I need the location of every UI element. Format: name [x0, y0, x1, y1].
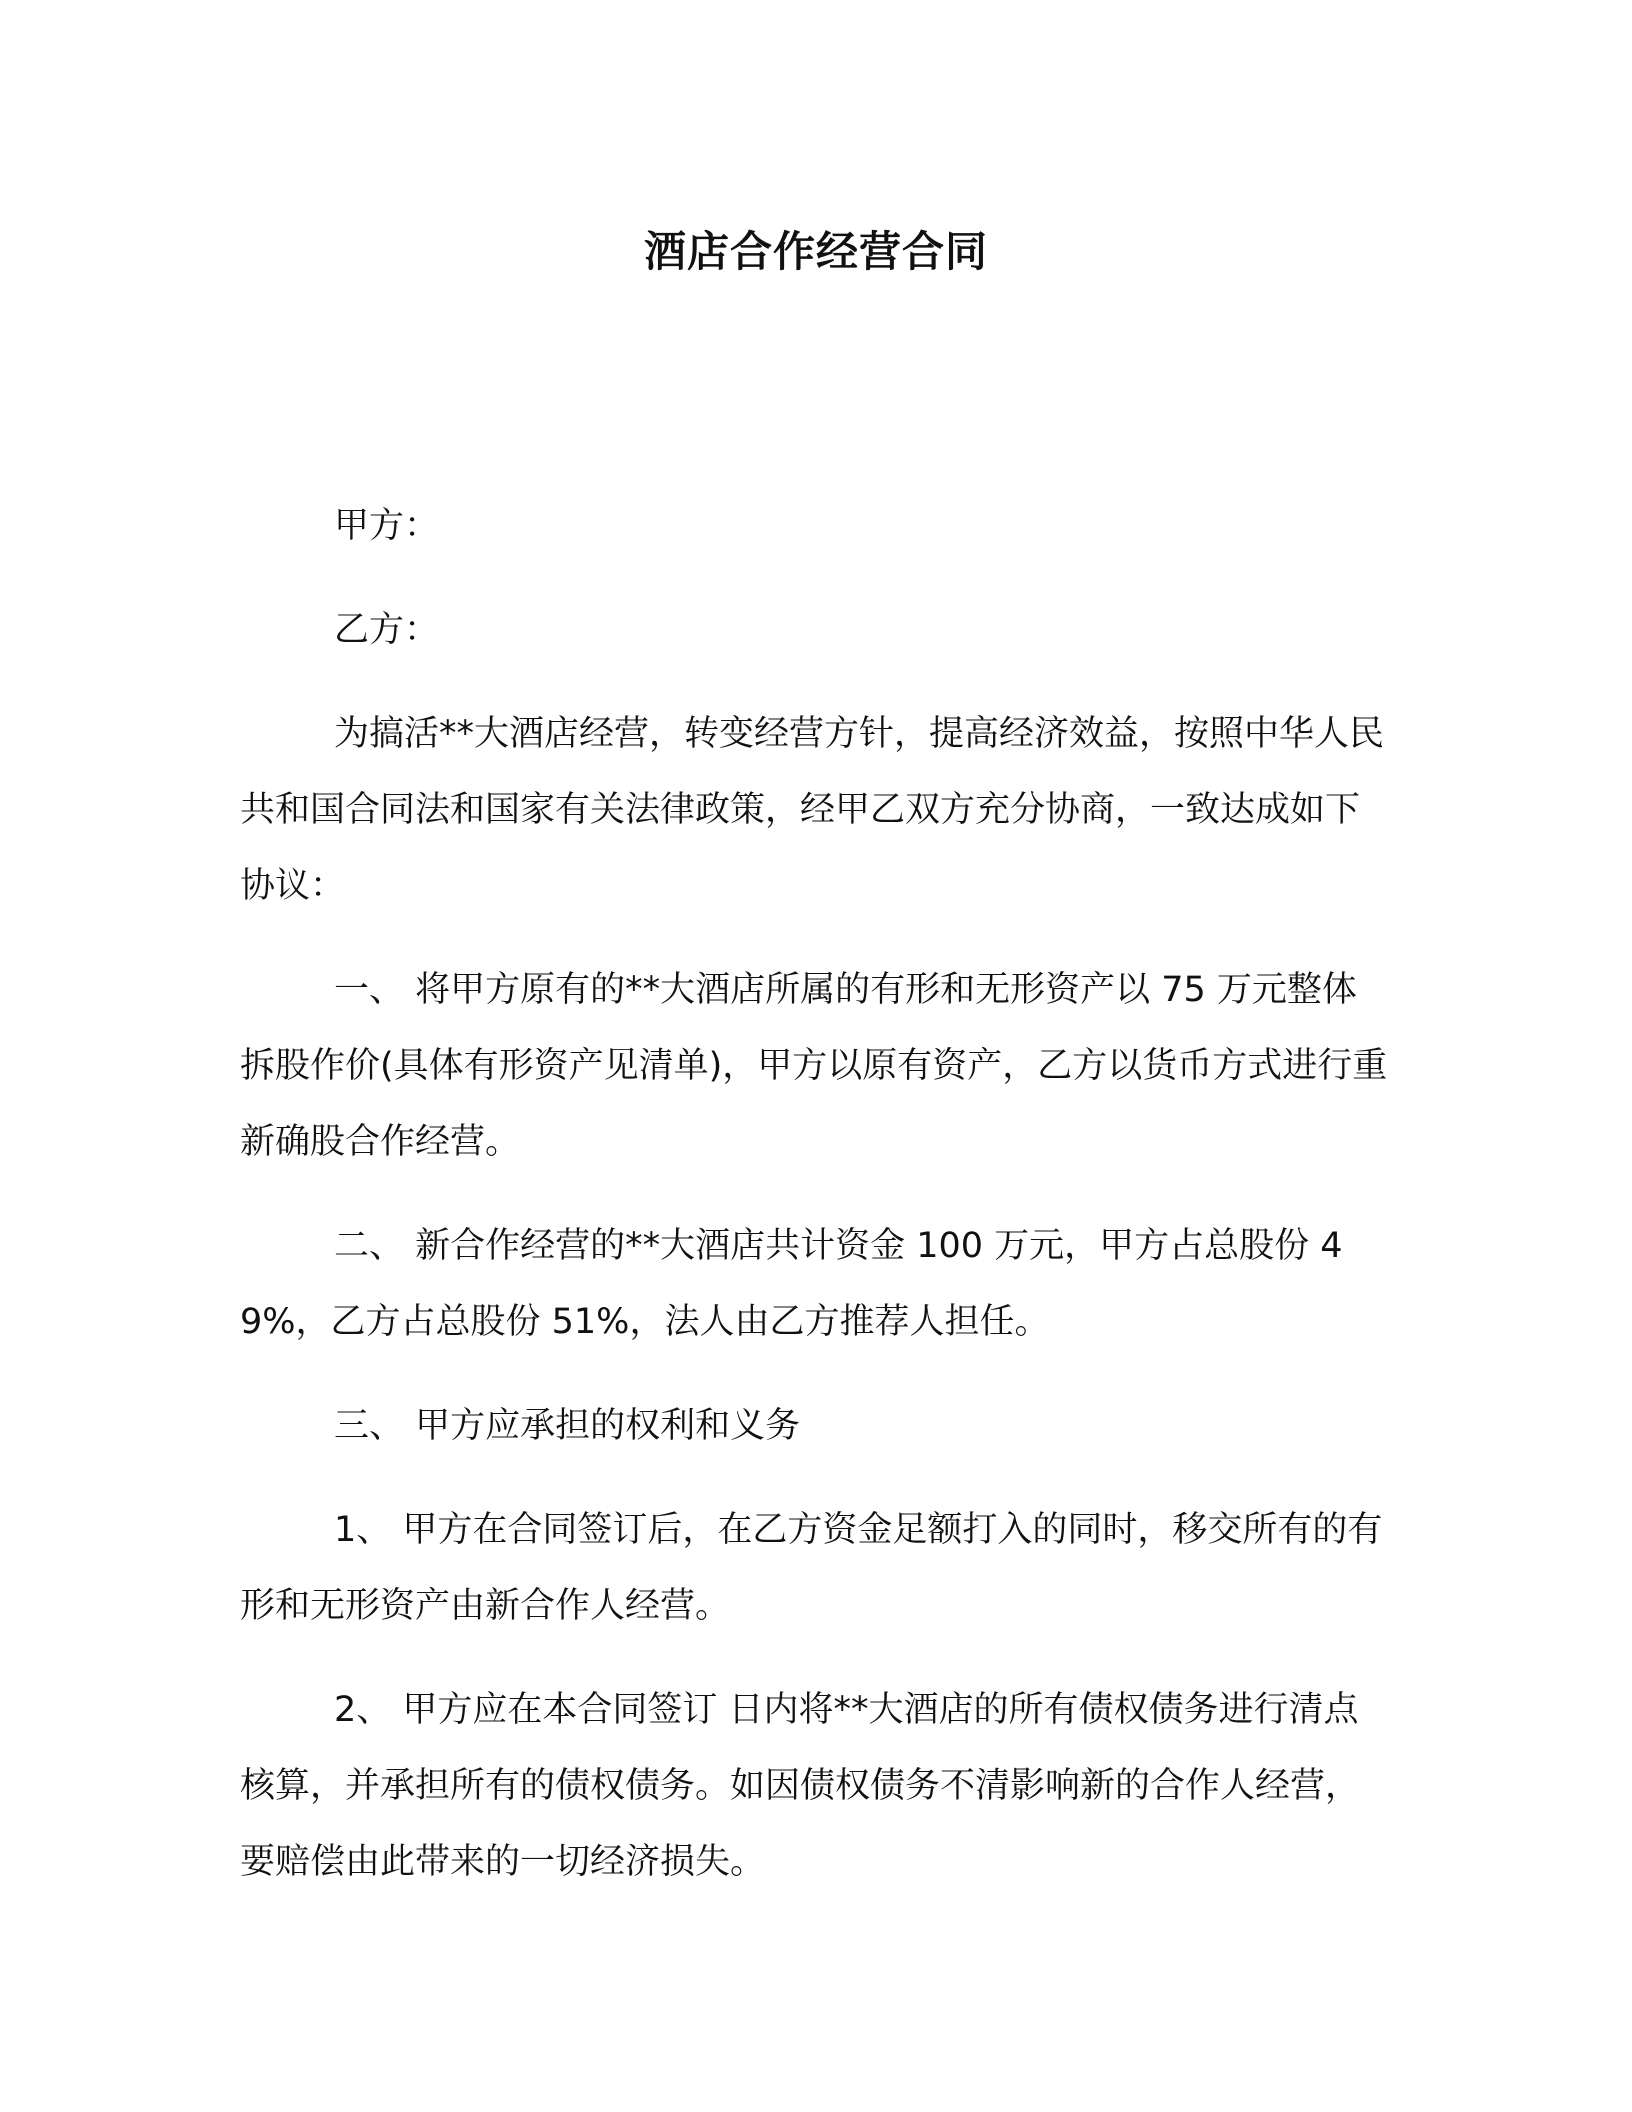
clause-1-paragraph: 一、 将甲方原有的**大酒店所属的有形和无形资产以 75 万元整体拆股作价(具体有形资产见清单)，甲方以原有资产，乙方以货币方式进行重新确股合作经营。	[240, 970, 1388, 1162]
clause-3-item-2: 2、 甲方应在本合同签订 日内将**大酒店的所有债权债务进行清点核算，并承担所有的债权债务。如因债权债务不清影响新的合作人经营，要赔偿由此带来的一切经济损失。	[240, 1690, 1361, 1882]
document-title: 酒店合作经营合同	[643, 227, 988, 276]
preamble-paragraph: 为搞活**大酒店经营，转变经营方针，提高经济效益，按照中华人民共和国合同法和国家有关法律政策，经甲乙双方充分协商，一致达成如下协议：	[240, 714, 1385, 906]
document-body	[240, 488, 1390, 1928]
clause-3-heading: 三、 甲方应承担的权利和义务	[334, 1406, 801, 1446]
clause-2-paragraph: 二、 新合作经营的**大酒店共计资金 100 万元，甲方占总股份 49%，乙方占总股份 51%，法人由乙方推荐人担任。	[240, 1226, 1343, 1342]
clause-3-item-1: 1、 甲方在合同签订后，在乙方资金足额打入的同时，移交所有的有形和无形资产由新合作人经营。	[240, 1510, 1383, 1626]
party-a-line: 甲方：	[334, 506, 440, 546]
party-b-line: 乙方：	[334, 610, 440, 650]
